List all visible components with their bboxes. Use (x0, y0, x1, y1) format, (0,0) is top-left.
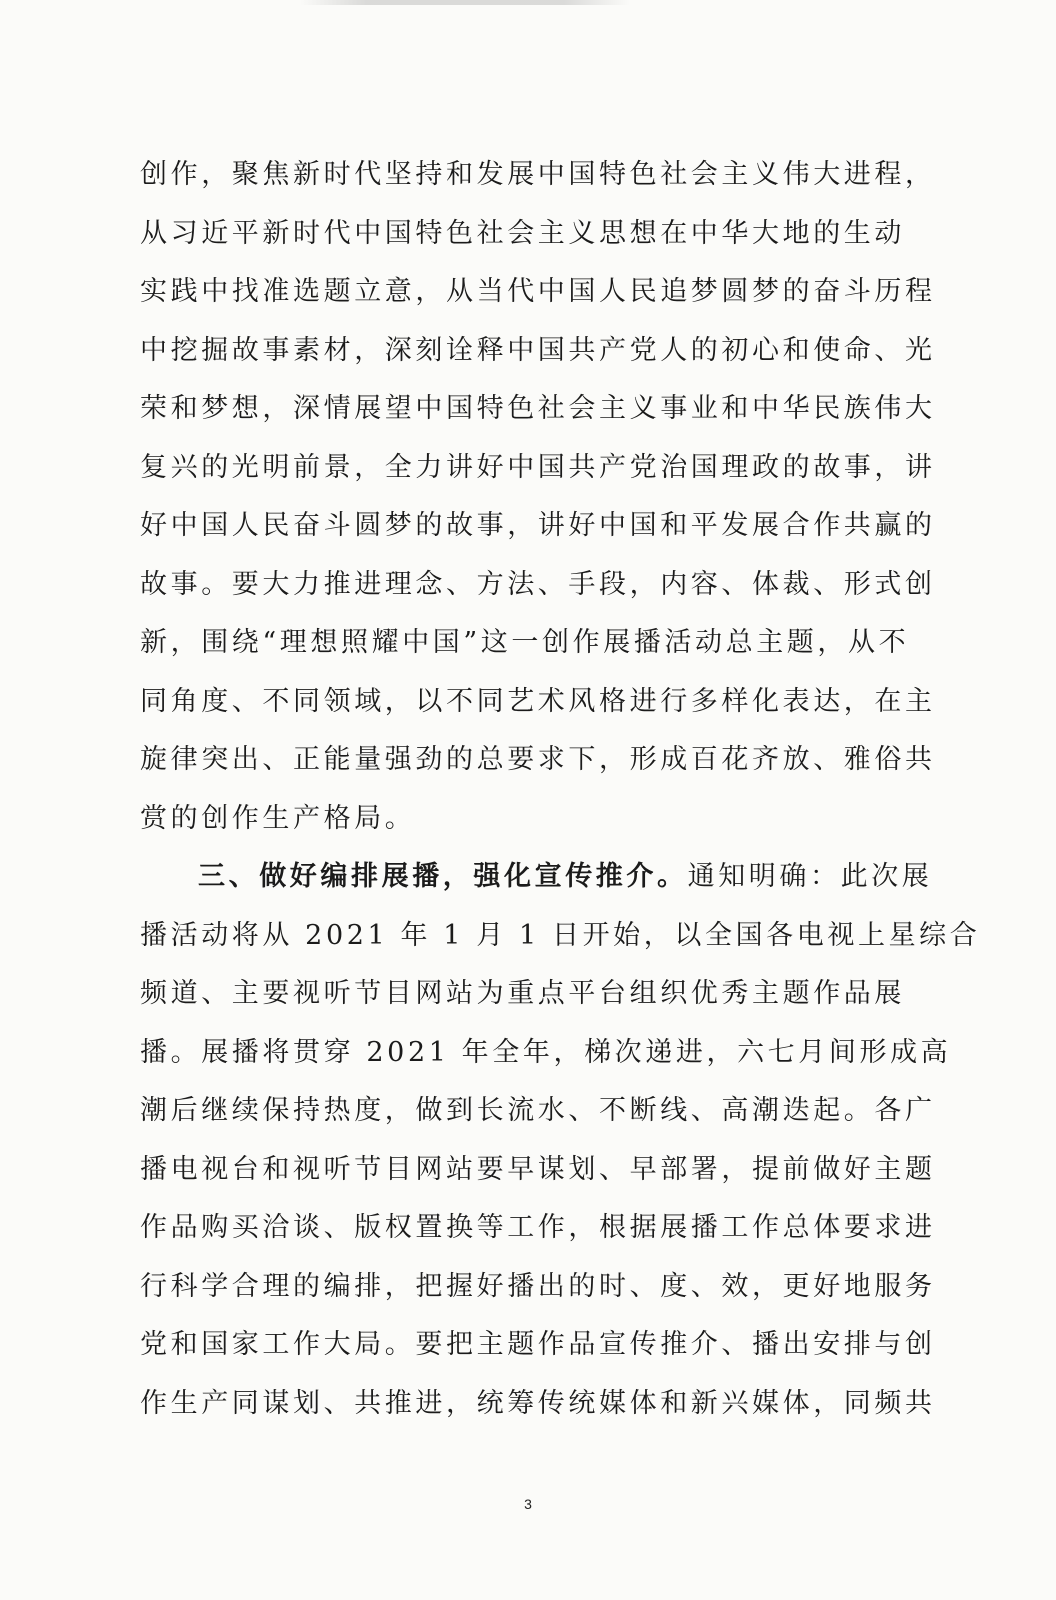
text-line: 潮后继续保持热度，做到长流水、不断线、高潮迭起。各广 (140, 1095, 936, 1126)
text-line: 作品购买洽谈、版权置换等工作，根据展播工作总体要求进 (140, 1212, 936, 1243)
scan-top-edge (300, 0, 630, 5)
text-line: 故事。要大力推进理念、方法、手段，内容、体裁、形式创 (140, 568, 936, 600)
text-line: 荣和梦想，深情展望中国特色社会主义事业和中华民族伟大 (140, 393, 936, 424)
text-line: 作生产同谋划、共推进，统筹传统媒体和新兴媒体，同频共 (140, 1387, 936, 1419)
text-line: 旋律突出、正能量强劲的总要求下，形成百花齐放、雅俗共 (140, 744, 936, 775)
text-line: 创作，聚焦新时代坚持和发展中国特色社会主义伟大进程， (140, 159, 936, 190)
text-line: 新，围绕“理想照耀中国”这一创作展播活动总主题，从不 (140, 627, 910, 658)
section-first-line-rest: 通知明确：此次展 (687, 861, 933, 892)
text-line: 好中国人民奋斗圆梦的故事，讲好中国和平发展合作共赢的 (140, 510, 936, 541)
text-line: 同角度、不同领域，以不同艺术风格进行多样化表达，在主 (140, 685, 936, 717)
text-line: 播电视台和视听节目网站要早谋划、早部署，提前做好主题 (140, 1153, 936, 1185)
text-line: 行科学合理的编排，把握好播出的时、度、效，更好地服务 (140, 1270, 936, 1302)
text-line: 赏的创作生产格局。 (140, 802, 416, 834)
text-line: 播。展播将贯穿 2021 年全年，梯次递进，六七月间形成高 (140, 1036, 952, 1068)
text-line: 党和国家工作大局。要把主题作品宣传推介、播出安排与创 (140, 1329, 936, 1360)
text-line: 播活动将从 2021 年 1 月 1 日开始，以全国各电视上星综合 (140, 919, 981, 951)
text-line: 从习近平新时代中国特色社会主义思想在中华大地的生动 (140, 217, 905, 249)
page-number: 3 (524, 1496, 532, 1512)
section-heading: 三、做好编排展播，强化宣传推介。 (198, 861, 688, 892)
text-line: 实践中找准选题立意，从当代中国人民追梦圆梦的奋斗历程 (140, 276, 936, 307)
text-line: 复兴的光明前景，全力讲好中国共产党治国理政的故事，讲 (140, 451, 936, 483)
body-text (140, 146, 981, 1433)
text-line: 中挖掘故事素材，深刻诠释中国共产党人的初心和使命、光 (140, 334, 936, 366)
text-line: 频道、主要视听节目网站为重点平台组织优秀主题作品展 (140, 978, 905, 1009)
section-first-line (140, 848, 933, 907)
